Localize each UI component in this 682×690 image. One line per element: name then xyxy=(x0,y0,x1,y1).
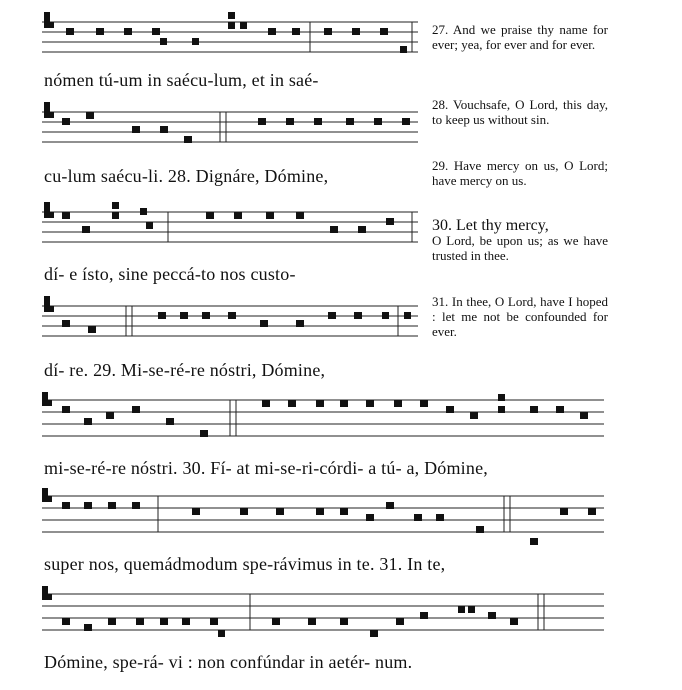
staff-7-svg xyxy=(40,584,606,644)
lyric-line-2: cu-lum saécu-li. 28. Dignáre, Dómine, xyxy=(44,166,329,186)
staff-4-svg xyxy=(40,292,420,342)
chant-staff-1 xyxy=(40,8,420,58)
lyric-line-7: Dómine, spe-rá- vi : non confúndar in aetér- num. xyxy=(44,652,413,672)
translation-verse-30-head: 30. Let thy mercy, xyxy=(432,217,549,234)
translation-verse-27: 27. And we praise thy name for ever; yea, for ever and for ever. xyxy=(432,22,608,52)
translation-verse-30 xyxy=(432,218,608,263)
staff-5-svg xyxy=(40,390,606,442)
translation-verse-31: 31. In thee, O Lord, have I hoped : let me not be confounded for ever. xyxy=(432,294,608,339)
lyric-line-4: dí- re. 29. Mi-se-ré-re nóstri, Dómine, xyxy=(44,360,326,380)
lyric-line-1: nómen tú-um in saécu-lum, et in saé- xyxy=(44,70,319,90)
chant-staff-7 xyxy=(40,584,606,644)
chant-staff-3 xyxy=(40,198,420,248)
translation-verse-28: 28. Vouchsafe, O Lord, this day, to keep us without sin. xyxy=(432,97,608,127)
lyric-line-3: dí- e ísto, sine peccá-to nos custo- xyxy=(44,264,296,284)
chant-staff-2 xyxy=(40,98,420,148)
staff-3-svg xyxy=(40,198,420,248)
staff-6-svg xyxy=(40,486,606,546)
chant-staff-5 xyxy=(40,390,606,442)
staff-1-svg xyxy=(40,8,420,58)
translation-verse-29: 29. Have mercy on us, O Lord; have mercy on us. xyxy=(432,158,608,188)
chant-staff-4 xyxy=(40,292,420,342)
lyric-line-6: super nos, quemádmodum spe-rávimus in te. 31. In te, xyxy=(44,554,446,574)
chant-staff-6 xyxy=(40,486,606,546)
staff-2-svg xyxy=(40,98,420,148)
translation-verse-30-tail: O Lord, be upon us; as we have trusted in thee. xyxy=(432,233,608,263)
lyric-line-5: mi-se-ré-re nóstri. 30. Fí- at mi-se-ri-córdi- a tú- a, Dómine, xyxy=(44,458,488,478)
